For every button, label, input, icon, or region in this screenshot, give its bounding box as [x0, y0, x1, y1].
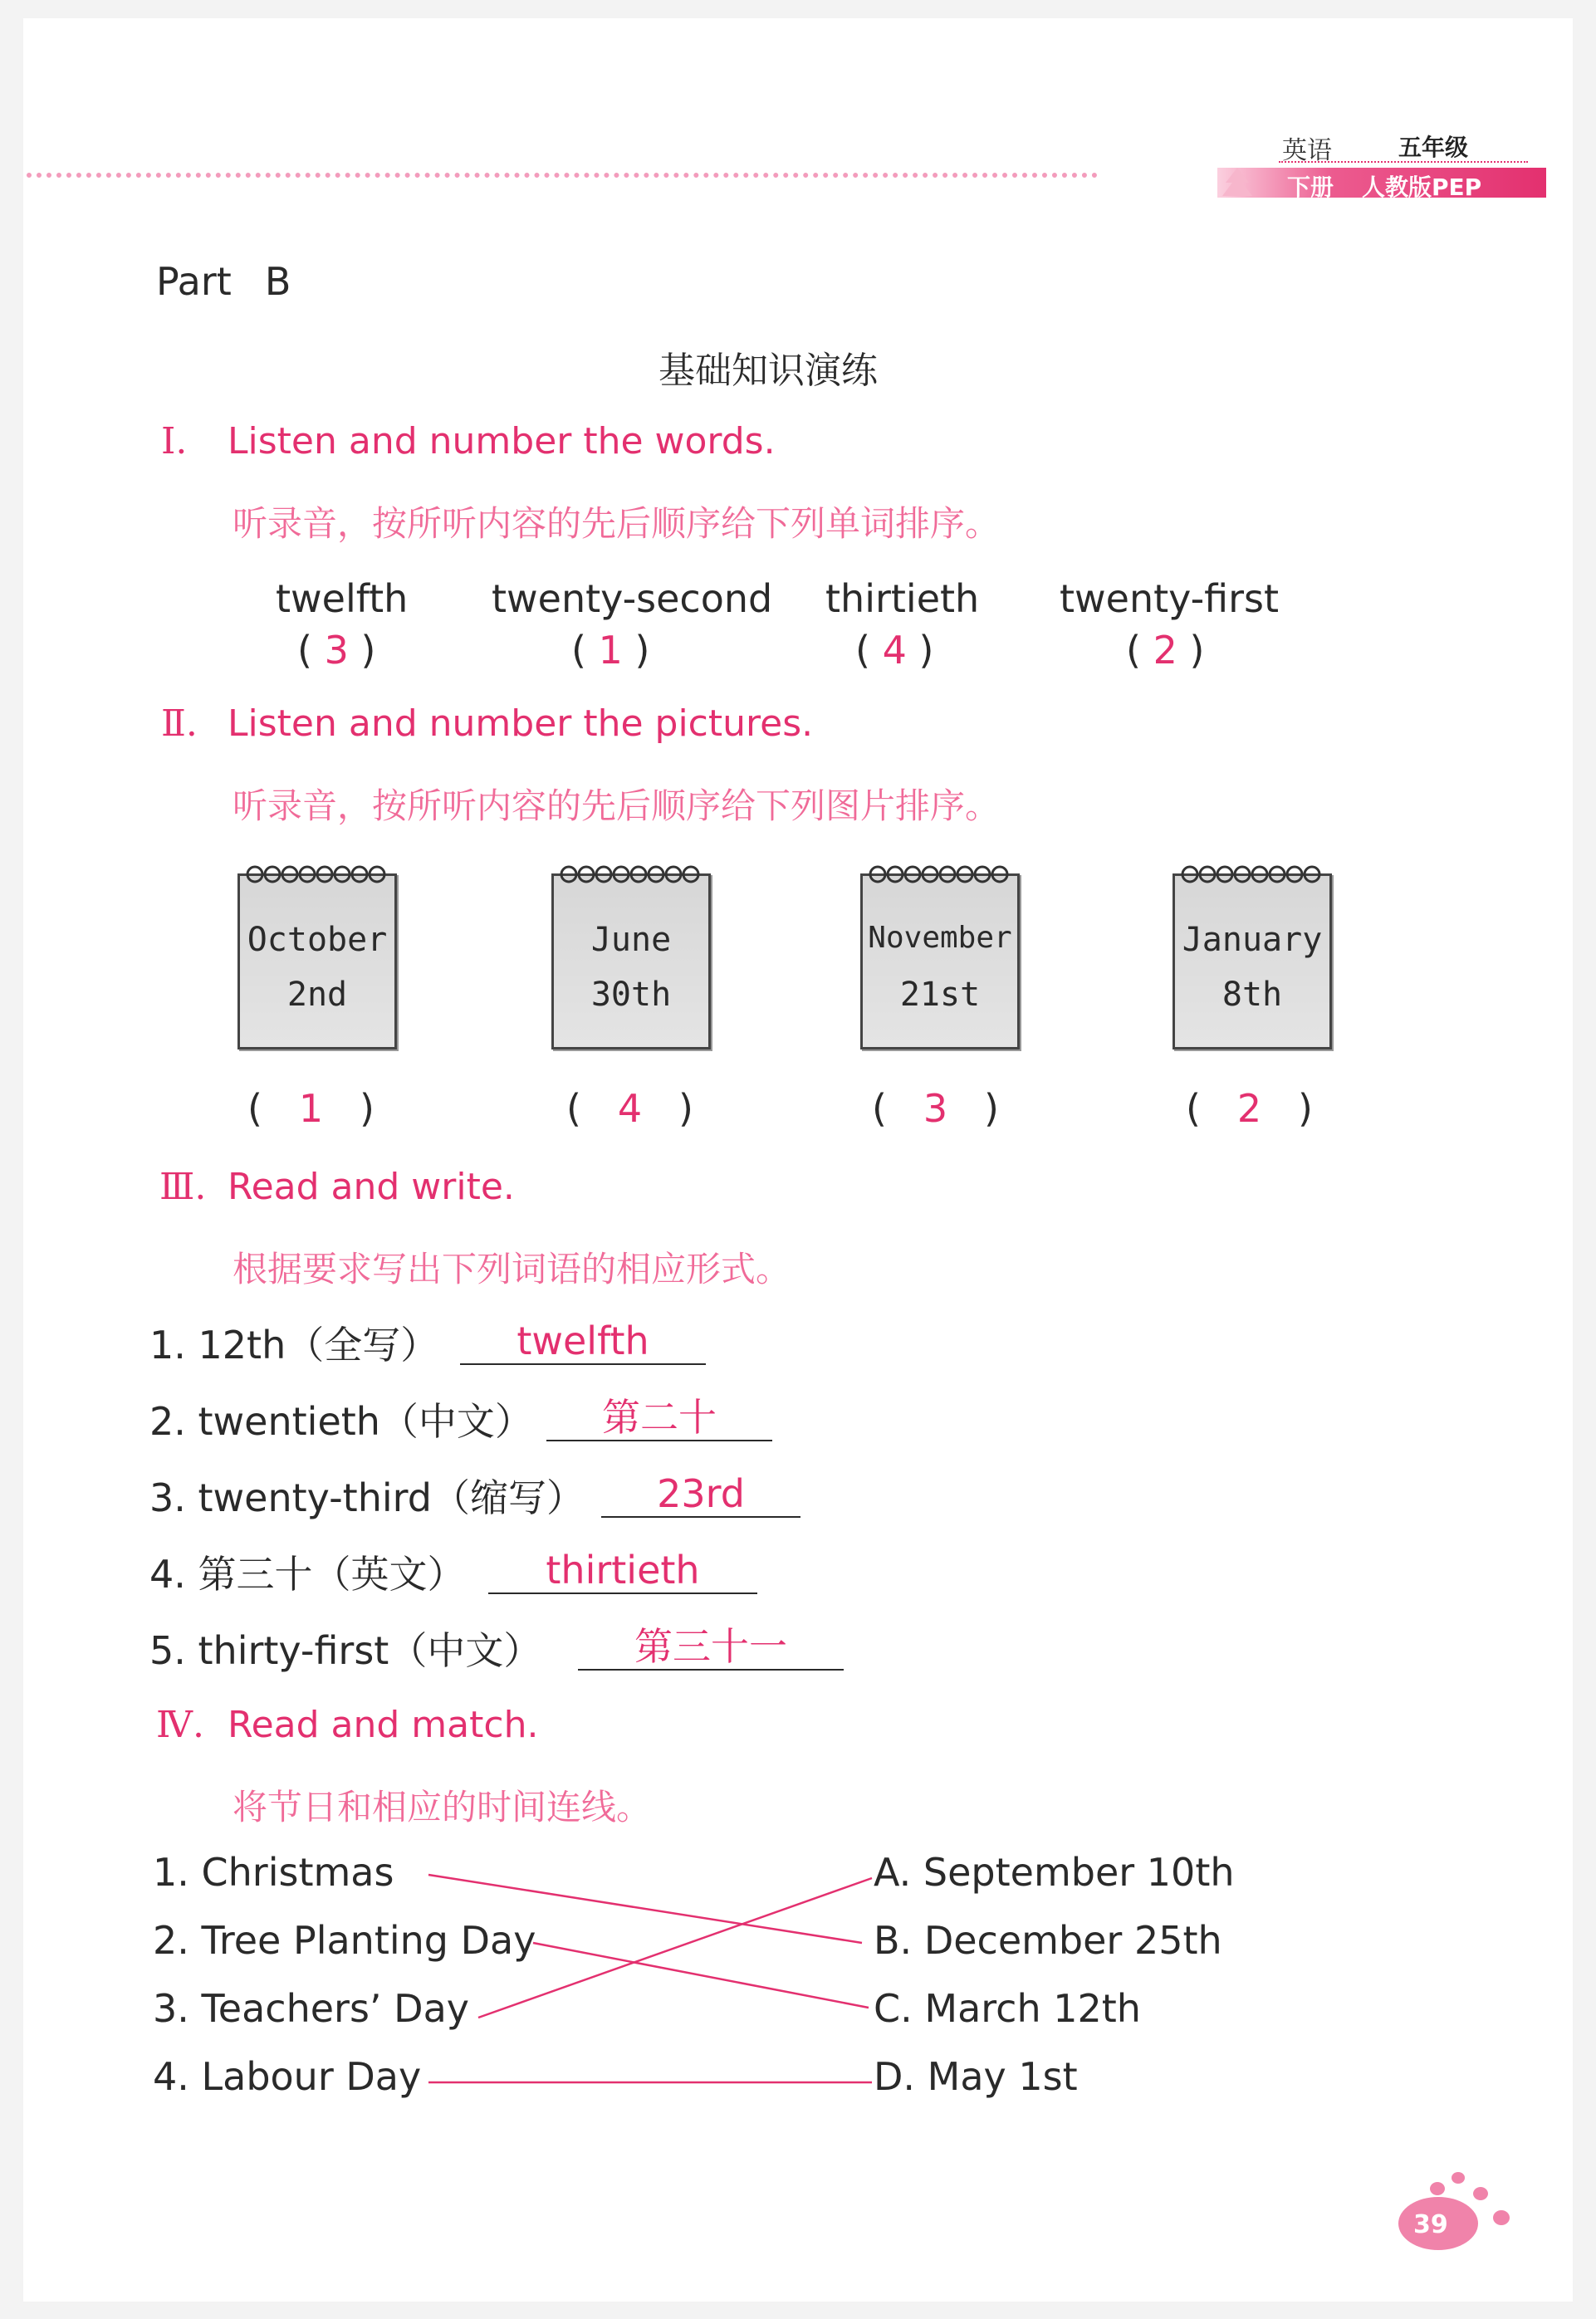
section1-title: Listen and number the words.: [228, 420, 776, 462]
part-word: Part: [156, 259, 232, 304]
calendar-day: 21st: [899, 976, 981, 1014]
answer-blank[interactable]: 第二十: [546, 1395, 772, 1441]
section4-number: Ⅳ.: [156, 1704, 204, 1746]
answer-blank[interactable]: 23rd: [601, 1471, 800, 1518]
answer-bracket: ( 1 ): [571, 628, 650, 673]
answer-value: 3: [324, 628, 349, 673]
word-item: thirtieth: [825, 576, 980, 621]
answer-value: 1: [598, 628, 623, 673]
question-prompt: thirty-first（中文）: [198, 1628, 542, 1673]
match-left-text: Teachers’ Day: [201, 1986, 469, 2031]
answer-value: 2: [1153, 628, 1177, 673]
question-number: 1.: [149, 1323, 186, 1367]
answer-blank[interactable]: twelfth: [460, 1319, 706, 1365]
question-number: 3.: [149, 1475, 186, 1520]
calendar-day: 8th: [1221, 976, 1283, 1014]
section3-number: Ⅲ.: [159, 1166, 207, 1208]
answer-value: 2: [1236, 1086, 1262, 1131]
match-left-text: Christmas: [201, 1850, 394, 1895]
section3-instruction: 根据要求写出下列词语的相应形式。: [233, 1249, 791, 1289]
answer-blank[interactable]: thirtieth: [488, 1548, 757, 1594]
section4-title: Read and match.: [228, 1704, 539, 1746]
question-number: 2.: [149, 1399, 186, 1444]
calendar-day: 2nd: [286, 976, 348, 1014]
question-number: 4.: [149, 1552, 186, 1597]
part-letter: B: [264, 259, 291, 304]
word-item: twelfth: [276, 576, 409, 621]
question-prompt: 12th（全写）: [198, 1323, 439, 1367]
answer-value: 3: [923, 1086, 948, 1131]
calendar-day: 30th: [590, 976, 672, 1014]
question-prompt: twentieth（中文）: [198, 1399, 533, 1444]
paw-dot: [1473, 2187, 1488, 2200]
match-right-text: March 12th: [924, 1986, 1141, 2031]
section4-instruction: 将节日和相应的时间连线。: [233, 1787, 652, 1827]
answer-bracket: ( 4 ): [566, 1086, 693, 1131]
section2-title: Listen and number the pictures.: [228, 702, 814, 745]
match-right-text: December 25th: [923, 1918, 1222, 1963]
match-right-letter: C.: [874, 1986, 913, 2031]
match-left-text: Labour Day: [201, 2054, 422, 2099]
paw-dot: [1452, 2172, 1465, 2184]
answer-blank[interactable]: 第三十一: [578, 1624, 844, 1671]
question-prompt: 第三十（英文）: [198, 1552, 466, 1597]
calendar-month: January: [1182, 921, 1323, 959]
match-lines: [23, 18, 1573, 2302]
header-book: 下册: [1287, 174, 1334, 201]
match-left-number: 1.: [153, 1850, 189, 1895]
match-line-1-B: [428, 1875, 862, 1943]
header-edition: 人教版PEP: [1362, 174, 1482, 201]
match-left-number: 3.: [153, 1986, 189, 2031]
header-grade: 五年级: [1398, 134, 1469, 161]
answer-bracket: ( 2 ): [1186, 1086, 1313, 1131]
answer-bracket: ( 4 ): [855, 628, 934, 673]
section2-number: Ⅱ.: [161, 702, 198, 745]
word-item: twenty-second: [492, 576, 773, 621]
answer-value: 4: [882, 628, 907, 673]
header-subject: 英语: [1282, 136, 1332, 165]
calendar-month: October: [247, 921, 388, 959]
match-right-letter: B.: [874, 1918, 913, 1963]
answer-value: 1: [298, 1086, 324, 1131]
match-left-number: 4.: [153, 2054, 189, 2099]
section1-instruction: 听录音，按所听内容的先后顺序给下列单词排序。: [233, 503, 1001, 544]
question-prompt: twenty-third（缩写）: [198, 1475, 585, 1520]
calendar-month: June: [590, 921, 672, 959]
word-item: twenty-first: [1060, 576, 1280, 621]
answer-bracket: ( 3 ): [297, 628, 376, 673]
section1-number: Ⅰ.: [161, 420, 188, 462]
answer-value: 4: [617, 1086, 643, 1131]
match-right-letter: D.: [874, 2054, 916, 2099]
section3-title: Read and write.: [228, 1166, 515, 1208]
match-right-letter: A.: [874, 1850, 912, 1895]
answer-bracket: ( 2 ): [1126, 628, 1205, 673]
answer-bracket: ( 1 ): [247, 1086, 375, 1131]
section-banner: 基础知识演练: [658, 350, 878, 392]
question-number: 5.: [149, 1628, 186, 1673]
match-line-2-C: [533, 1943, 869, 2008]
page-number: 39: [1413, 2210, 1448, 2239]
paw-dot: [1430, 2182, 1445, 2195]
match-right-text: September 10th: [923, 1850, 1235, 1895]
paw-dot: [1493, 2210, 1510, 2225]
workbook-page: [23, 18, 1573, 2302]
match-right-text: May 1st: [927, 2054, 1078, 2099]
section2-instruction: 听录音，按所听内容的先后顺序给下列图片排序。: [233, 785, 1001, 826]
calendar-month: November: [868, 921, 1012, 955]
match-left-number: 2.: [153, 1918, 189, 1963]
answer-bracket: ( 3 ): [872, 1086, 999, 1131]
match-left-text: Tree Planting Day: [201, 1918, 536, 1963]
